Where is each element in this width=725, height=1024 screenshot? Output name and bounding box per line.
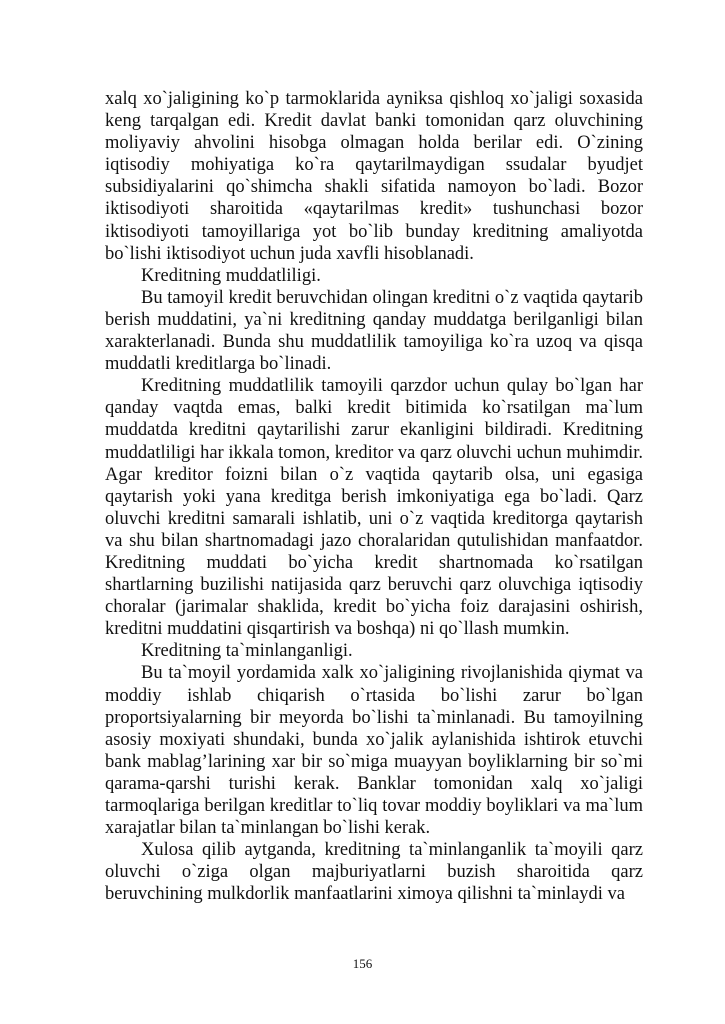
heading-kreditning-muddatliligi: Kreditning muddatliligi. (141, 265, 321, 286)
paragraph-4: Bu ta`moyil yordamida xalk xo`jaligining rivojlanishida qiymat va moddiy ishlab chiqarish o`rtasida bo`lishi zarur bo`lgan proportsiyalarning bir meyorda bo`lishi ta`minlanadi. Bu tamoyilning asosiy moxiyati shundaki, bunda xo`jalik aylanishida ishtirok etuvchi bank mablag’larining xar bir so`miga muayyan boyliklarning bir so`mi qarama-qarshi turishi kerak. Banklar tomonidan xalq xo`jaligi tarmoqlariga berilgan kreditlar to`liq tovar moddiy boyliklari va ma`lum xarajatlar bilan ta`minlangan bo`lishi kerak. (105, 663, 643, 839)
page-body (105, 88, 643, 905)
paragraph-1: xalq xo`jaligining ko`p tarmoklarida ayniksa qishloq xo`jaligi soxasida keng tarqalgan edi. Kredit davlat banki tomonidan qarz oluvchining moliyaviy ahvolini hisobga olmagan holda berilar edi. O`zining iqtisodiy mohiyatiga ko`ra qaytarilmaydigan ssudalar byudjet subsidiyalarini qo`shimcha shakli sifatida namoyon bo`ladi. Bozor iktisodiyoti sharoitida «qaytarilmas kredit» tushunchasi bozor iktisodiyoti tamoyillariga yot bo`lib bunday kreditning amaliyotda bo`lishi iktisodiyot uchun juda xavfli hisoblanadi. (105, 89, 643, 264)
paragraph-2: Bu tamoyil kredit beruvchidan olingan kreditni o`z vaqtida qaytarib berish muddatini, ya`ni kreditning qanday muddatga berilganligi bilan xarakterlanadi. Bunda shu muddatlilik tamoyiliga ko`ra uzoq va qisqa muddatli kreditlarga bo`linadi. (105, 287, 643, 375)
heading-kreditning-taminlanganligi: Kreditning ta`minlanganligi. (141, 641, 353, 662)
paragraph-5: Xulosa qilib aytganda, kreditning ta`minlanganlik ta`moyili qarz oluvchi o`ziga olgan majburiyatlarni buzish sharoitida qarz beruvchining mulkdorlik manfaatlarini ximoya qilishni ta`minlaydi va (105, 840, 643, 905)
paragraph-3: Kreditning muddatlilik tamoyili qarzdor uchun qulay bo`lgan har qanday vaqtda emas, balki kredit bitimida ko`rsatilgan ma`lum muddatda kreditni qaytarilishi zarur ekanligini bildiradi. Kreditning muddatliligi har ikkala tomon, kreditor va qarz oluvchi uchun muhimdir. Agar kreditor foizni bilan o`z vaqtida qaytarib olsa, uni egasiga qaytarish yoki yana kreditga berish imkoniyatiga ega bo`ladi. Qarz oluvchi kreditni samarali ishlatib, uni o`z vaqtida kreditorga qaytarish va shu bilan shartnomadagi jazo choralaridan qutulishidan manfaatdor. Kreditning muddati bo`yicha kredit shartnomada ko`rsatilgan shartlarning buzilishi natijasida qarz beruvchi qarz oluvchiga iqtisodiy choralar (jarimalar shaklida, kredit bo`yicha foiz darajasini oshirish, kreditni muddatini qisqartirish va boshqa) ni qo`llash mumkin. (105, 376, 643, 640)
page-number: 156 (352, 956, 373, 971)
